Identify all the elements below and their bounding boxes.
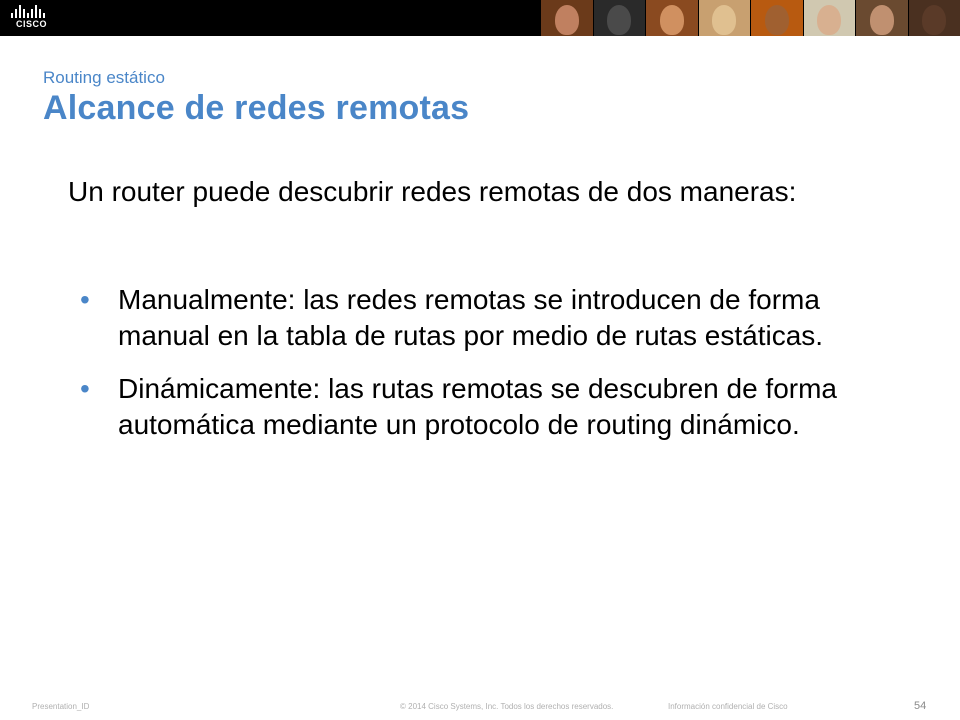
page-number: 54 xyxy=(914,700,927,712)
slide-subtitle: Routing estático xyxy=(43,68,165,87)
header-photo xyxy=(645,0,698,36)
header-photo xyxy=(803,0,856,36)
person-photo-icon xyxy=(922,5,946,35)
person-photo-icon xyxy=(607,5,631,35)
bullet-dot-icon: • xyxy=(80,373,90,404)
footer-confidential: Información confidencial de Cisco xyxy=(668,702,788,711)
header-photo xyxy=(698,0,751,36)
intro-text: Un router puede descubrir redes remotas de dos maneras: xyxy=(68,176,797,207)
header-photo xyxy=(855,0,908,36)
bullet-dot-icon: • xyxy=(80,284,90,315)
cisco-logo xyxy=(10,4,60,32)
header-bar xyxy=(0,0,960,36)
bullet-text: Dinámicamente: las rutas remotas se descubren de forma automática mediante un protocolo de routing dinámico. xyxy=(118,373,837,440)
slide-title: Alcance de redes remotas xyxy=(43,89,470,127)
person-photo-icon xyxy=(712,5,736,35)
bullet-list xyxy=(78,282,898,460)
person-photo-icon xyxy=(660,5,684,35)
person-photo-icon xyxy=(555,5,579,35)
header-photo xyxy=(750,0,803,36)
footer-presentation-id: Presentation_ID xyxy=(32,702,90,711)
footer-copyright: © 2014 Cisco Systems, Inc. Todos los derechos reservados. xyxy=(400,702,614,711)
header-photo xyxy=(540,0,593,36)
person-photo-icon xyxy=(817,5,841,35)
bullet-text: Manualmente: las redes remotas se introducen de forma manual en la tabla de rutas por medio de rutas estáticas. xyxy=(118,284,824,351)
person-photo-icon xyxy=(870,5,894,35)
bullet-item-manual xyxy=(78,282,898,354)
cisco-logo-text: CISCO xyxy=(16,19,48,29)
header-photo xyxy=(593,0,646,36)
header-photo xyxy=(908,0,960,36)
header-photo-strip xyxy=(540,0,960,36)
cisco-logo-bars-icon xyxy=(11,4,45,18)
bullet-item-dynamic xyxy=(78,371,898,443)
person-photo-icon xyxy=(765,5,789,35)
